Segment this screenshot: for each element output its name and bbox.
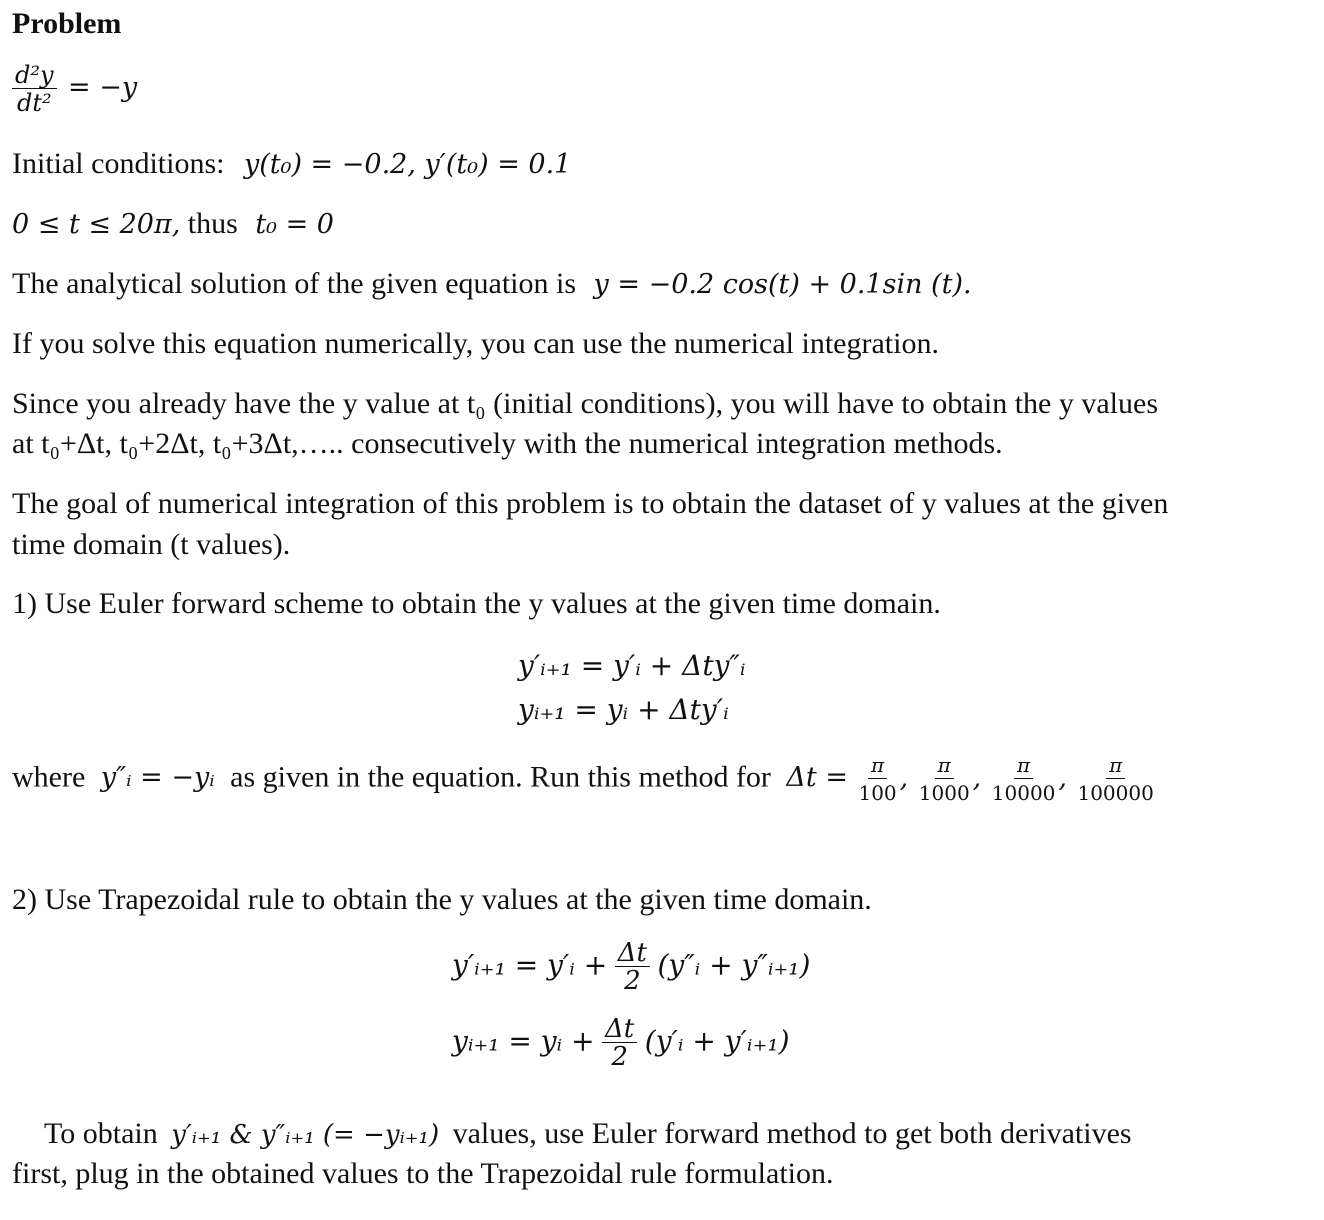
euler-eq1: y′ᵢ₊₁ = y′ᵢ + Δty″ᵢ	[518, 649, 746, 682]
trap-eq1-fraction	[615, 940, 650, 995]
ode-denominator: dt²	[16, 89, 52, 117]
euler-where-line: where y″ᵢ = −yᵢ as given in the equation. Run this method for Δt = $\frac{\pi}{100}$ , $\frac{\pi}{1000}$ , $\frac{\pi}{10000}$ , $\frac{\pi}{100000}$	[12, 752, 1157, 807]
trap-eq2-den: 2	[611, 1042, 628, 1072]
trap-note-line2: first, plug in the obtained values to the Trapezoidal rule formulation.	[12, 1157, 834, 1190]
trap-eq2-num: Δt	[602, 1016, 637, 1043]
trap-eq1-den: 2	[624, 966, 641, 996]
paragraph-goal-line1: The goal of numerical integration of this problem is to obtain the dataset of y values at the given	[12, 487, 1169, 520]
where-text2: as given in the equation. Run this method for	[230, 760, 771, 794]
dt-pi-3: π	[1014, 752, 1033, 779]
dt-den-1: 100	[858, 781, 897, 805]
time-domain	[12, 204, 334, 245]
analytical-math: y = −0.2 cos(t) + 0.1sin (t).	[593, 269, 972, 300]
dt-den-4: 100000	[1077, 781, 1154, 805]
dt-den-3: 10000	[991, 781, 1056, 805]
dt-fraction-2	[916, 752, 973, 807]
paragraph-numeric: If you solve this equation numerically, you can use the numerical integration.	[12, 327, 939, 360]
dt-fraction-1	[855, 752, 899, 807]
ic-math: y(t₀) = −0.2, y′(t₀) = 0.1	[243, 149, 572, 180]
domain-t0: t₀ = 0	[255, 209, 334, 240]
euler-heading: 1) Use Euler forward scheme to obtain the y values at the given time domain.	[12, 587, 941, 620]
domain-math: 0 ≤ t ≤ 20π,	[12, 209, 181, 240]
trap-eq2	[452, 1016, 790, 1071]
ode-fraction	[12, 62, 57, 117]
dt-fraction-4	[1074, 752, 1156, 807]
ode-equation	[12, 62, 137, 117]
analytical-solution	[12, 264, 972, 305]
note-text-a: To obtain	[44, 1117, 158, 1150]
paragraph-since-line2: at t₀+Δt, t₀+2Δt, t₀+3Δt,….. consecutively with the numerical integration methods.	[12, 427, 1003, 460]
trap-eq2-fraction	[602, 1016, 637, 1071]
trap-eq1	[452, 940, 810, 995]
paragraph-goal-line2: time domain (t values).	[12, 528, 291, 561]
trap-eq2-lhs: yᵢ₊₁ = yᵢ +	[452, 1024, 595, 1058]
domain-thus: thus	[187, 207, 238, 240]
ic-label: Initial conditions:	[12, 147, 225, 180]
ode-rhs: = −y	[68, 72, 138, 104]
dt-pi-1: π	[868, 752, 887, 779]
paragraph-since-line1: Since you already have the y value at t₀ (initial conditions), you will have to obtain the y values	[12, 387, 1158, 420]
dt-pi-2: π	[935, 752, 954, 779]
where-text: where	[12, 760, 86, 794]
analytical-text: The analytical solution of the given equation is	[12, 267, 577, 300]
note-math: y′ᵢ₊₁ & y″ᵢ₊₁ (= −yᵢ₊₁)	[171, 1120, 440, 1150]
where-math: y″ᵢ = −yᵢ	[100, 762, 215, 794]
trap-heading: 2) Use Trapezoidal rule to obtain the y values at the given time domain.	[12, 883, 872, 916]
trap-eq1-lhs: y′ᵢ₊₁ = y′ᵢ +	[452, 948, 608, 982]
dt-pi-4: π	[1106, 752, 1125, 779]
trap-eq1-rhs: (y″ᵢ + y″ᵢ₊₁)	[657, 948, 811, 982]
ode-numerator: d²y	[12, 62, 57, 89]
note-text-b: values, use Euler forward method to get both derivatives	[452, 1117, 1132, 1150]
trap-note-line1	[44, 1114, 1132, 1155]
dt-den-2: 1000	[918, 781, 970, 805]
page-title: Problem	[12, 7, 122, 40]
trap-eq1-num: Δt	[615, 940, 650, 967]
dt-fraction-3	[989, 752, 1059, 807]
euler-eq2: yᵢ₊₁ = yᵢ + Δty′ᵢ	[518, 693, 729, 726]
dt-label: Δt =	[786, 762, 848, 794]
initial-conditions	[12, 144, 571, 185]
trap-eq2-rhs: (y′ᵢ + y′ᵢ₊₁)	[644, 1024, 790, 1058]
